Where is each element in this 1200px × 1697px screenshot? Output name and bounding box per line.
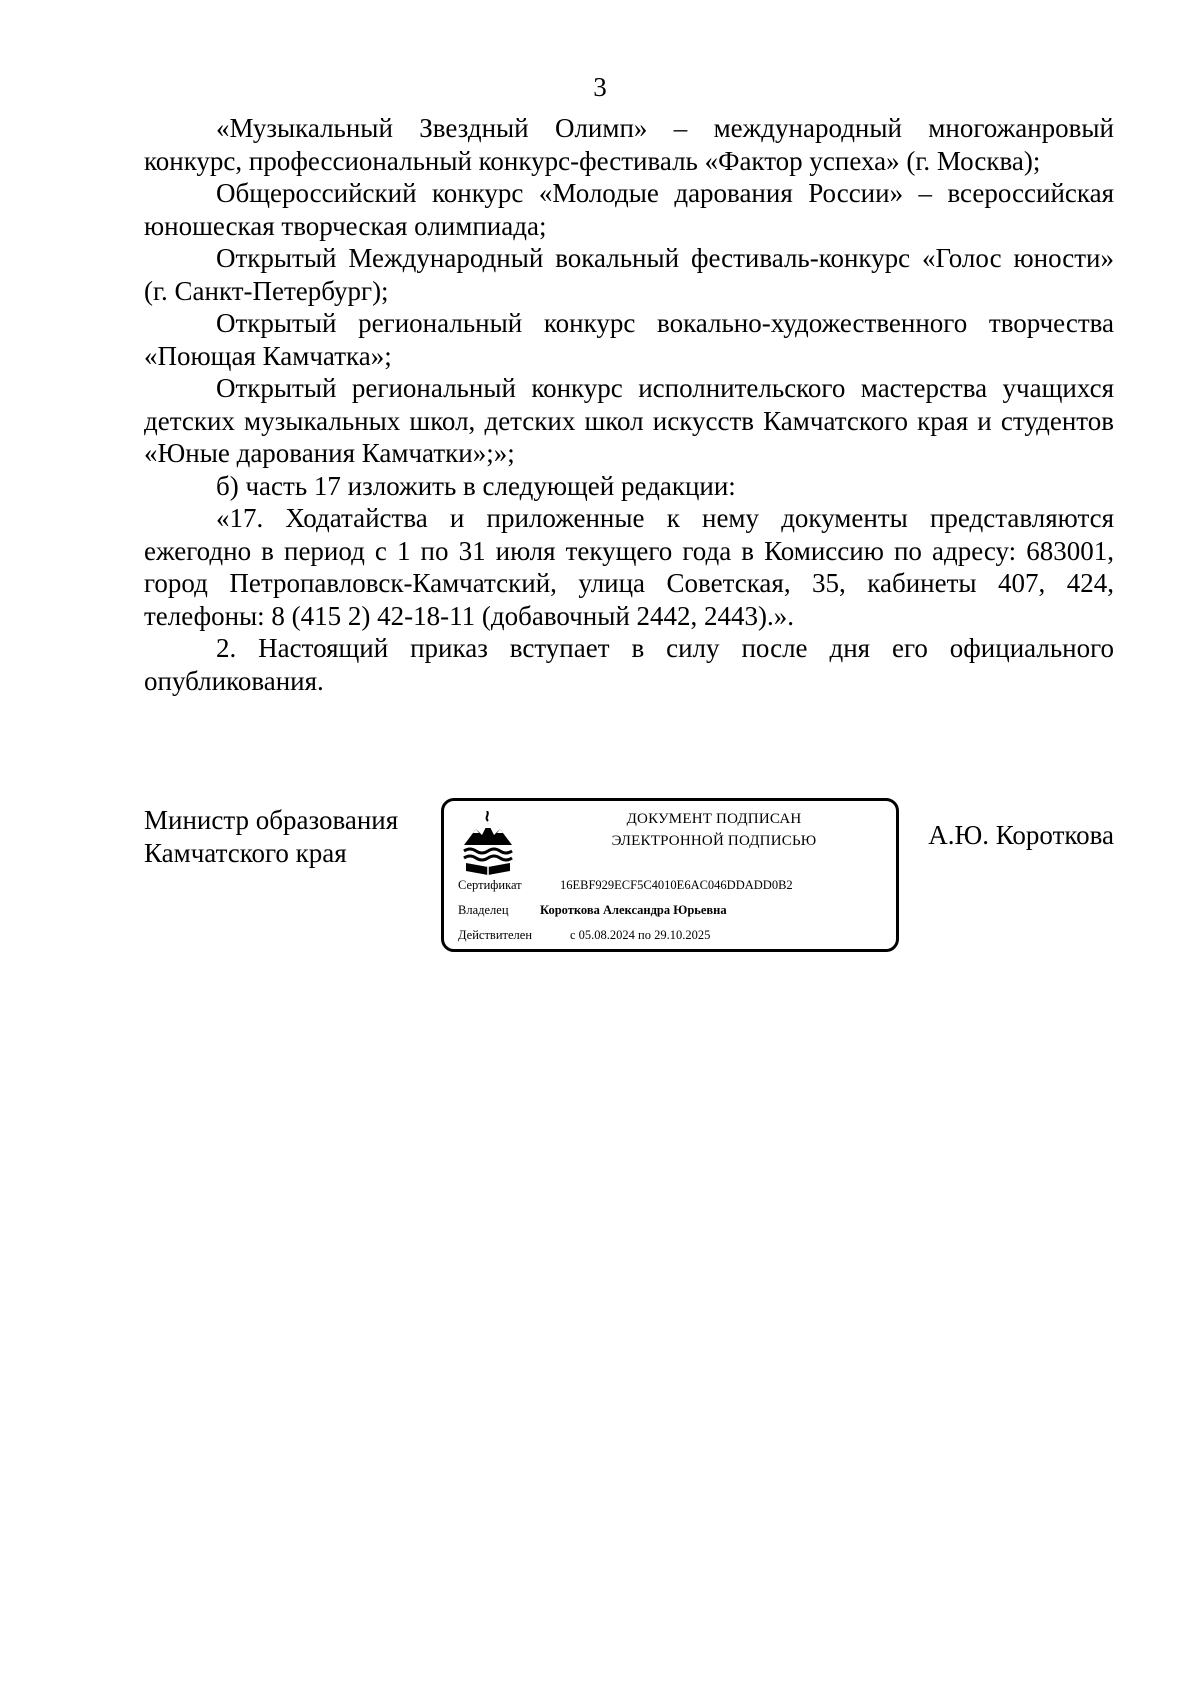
signer-position [144,804,398,869]
stamp-title: ДОКУМЕНТ ПОДПИСАН [626,811,802,827]
signer-name: А.Ю. Короткова [928,820,1114,850]
signer-position-line1: Министр образования [144,805,399,835]
paragraph: 2. Настоящий приказ вступает в силу после дня его официального опубликования. [144,633,1114,696]
stamp-certificate-row [458,878,793,893]
certificate-label: Сертификат [458,878,522,892]
paragraph: Общероссийский конкурс «Молодые дарования России» – всероссийская юношеская творческая олимпиада; [144,178,1114,241]
electronic-signature-stamp [441,798,899,952]
paragraph: Открытый региональный конкурс вокально-художественного творчества «Поющая Камчатка»; [144,308,1114,371]
paragraph: «17. Ходатайства и приложенные к нему документы представляются ежегодно в период с 1 по 31 июля текущего года в Комиссию по адресу: 683001, город Петропавловск-Камчатский, улица Советская, 35, кабинеты 407, 424, телефоны: 8 (415 2) 42-18-11 (добавочный 2442, 2443).». [144,503,1114,631]
validity-value: с 05.08.2024 по 29.10.2025 [570,928,711,942]
paragraph: «Музыкальный Звездный Олимп» – международный многожанровый конкурс, профессиональный конкурс-фестиваль «Фактор успеха» (г. Москва); [144,113,1114,176]
certificate-value: 16EBF929ECF5C4010E6AC046DDADD0B2 [560,878,793,892]
stamp-subtitle: ЭЛЕКТРОННОЙ ПОДПИСЬЮ [611,833,817,849]
kamchatka-emblem-icon [460,811,516,877]
paragraph: б) часть 17 изложить в следующей редакции: [216,470,736,501]
owner-label: Владелец [458,903,509,917]
owner-value: Короткова Александра Юрьевна [540,903,727,917]
signer-position-line2: Камчатского края [144,837,347,868]
validity-label: Действителен [458,928,533,942]
stamp-validity-row [458,928,710,943]
paragraph: Открытый региональный конкурс исполнительского мастерства учащихся детских музыкальных школ, детских школ искусств Камчатского края и студентов «Юные дарования Камчатки»;»; [144,373,1114,468]
page-number: 3 [593,72,607,102]
paragraph: Открытый Международный вокальный фестиваль-конкурс «Голос юности» (г. Санкт-Петербург); [144,243,1114,306]
stamp-owner-row [458,903,727,918]
document-body [144,112,1114,697]
